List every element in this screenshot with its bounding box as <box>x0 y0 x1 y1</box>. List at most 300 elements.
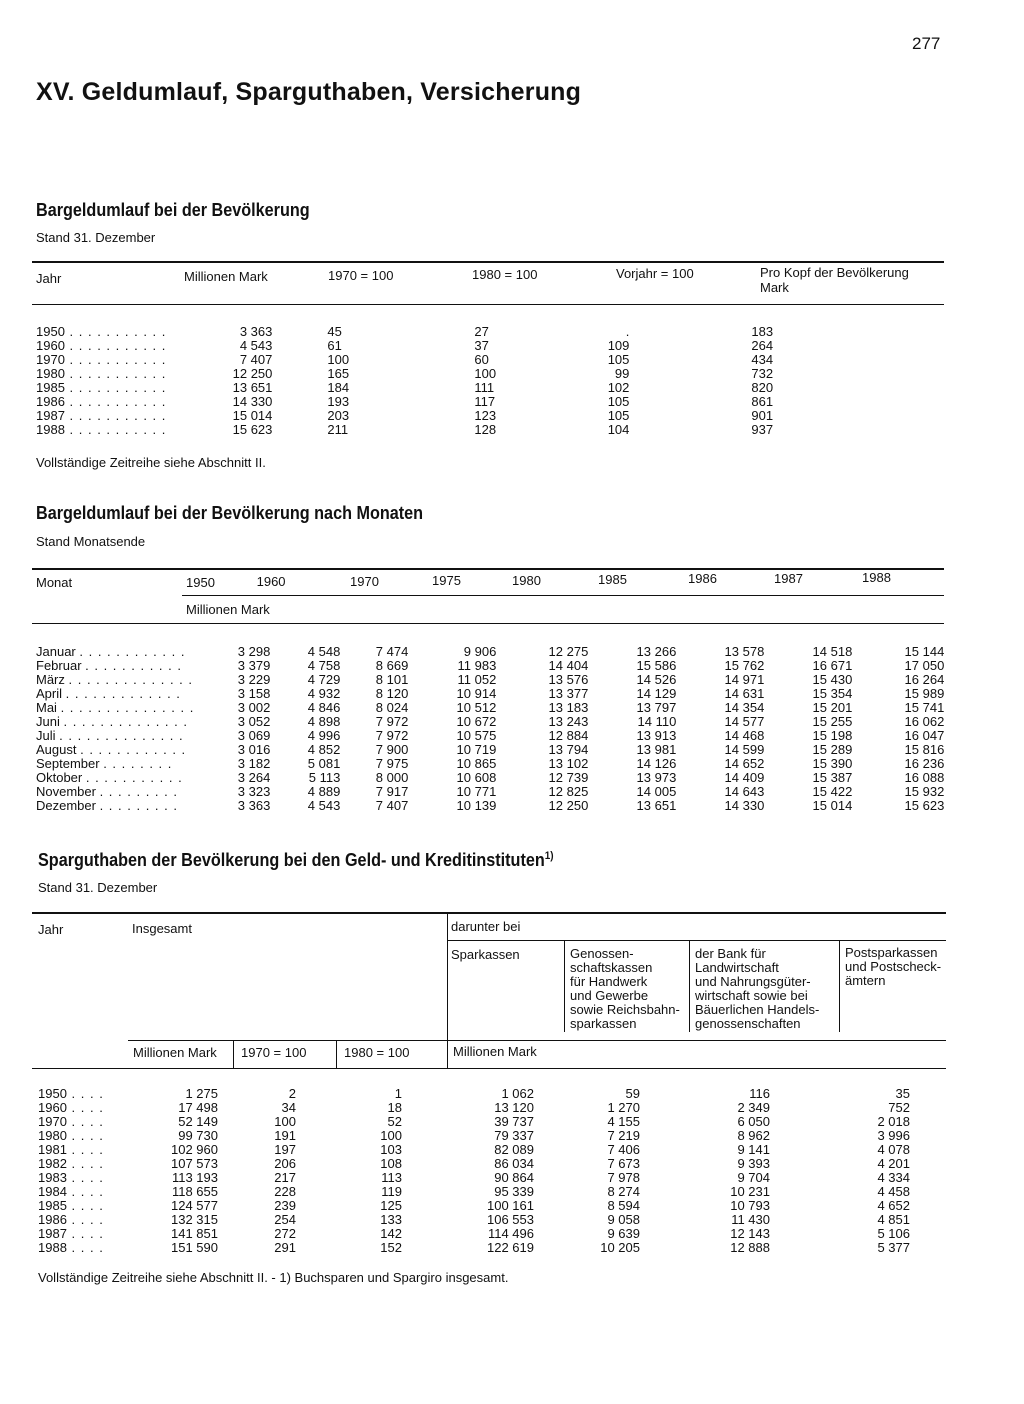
month-label: Juli <box>36 728 60 743</box>
table3-title-text: Sparguthaben der Bevölkerung bei den Geld- und Kreditinstituten <box>38 850 545 870</box>
sparkassen-cell: 13 120 <box>494 1100 534 1115</box>
value-cell: 11 983 <box>457 658 497 673</box>
value-cell: 14 577 <box>724 714 765 729</box>
prev-year-cell: 102 <box>607 380 630 395</box>
table-row <box>36 339 811 353</box>
month-label: Mai <box>36 700 61 715</box>
month-cell <box>36 701 194 715</box>
value-cell: 4 548 <box>307 644 341 659</box>
value-cell: 14 110 <box>637 714 677 729</box>
index1980-cell: 37 <box>474 338 489 353</box>
table1-header-millions: Millionen Mark <box>184 269 268 284</box>
bank-cell: 2 349 <box>737 1100 770 1115</box>
genossen-cell: 9 058 <box>607 1212 640 1227</box>
millions-cell: 3 363 <box>239 324 273 339</box>
bank-cell: 10 793 <box>730 1198 770 1213</box>
prev-year-cell: 105 <box>607 352 630 367</box>
leader-dots: . . . . . . . . . . . <box>85 770 183 785</box>
genossen-cell: 9 639 <box>607 1226 640 1241</box>
value-cell: 13 576 <box>548 672 589 687</box>
sparkassen-cell: 39 737 <box>494 1114 534 1129</box>
spacer <box>629 423 751 437</box>
value-cell: 3 052 <box>237 714 271 729</box>
leader-dots: . . . . . . . . . . . . . <box>65 686 181 701</box>
value-cell: 3 379 <box>237 658 271 673</box>
value-cell: 7 972 <box>375 714 409 729</box>
post-cell: 4 851 <box>877 1212 910 1227</box>
leader-dots: . . . . . . . . . . . . . . . <box>60 700 195 715</box>
value-cell: 15 014 <box>812 798 853 813</box>
prev-year-cell: . <box>625 324 630 339</box>
genossen-cell: 7 673 <box>607 1156 640 1171</box>
index1970-cell: 254 <box>274 1212 296 1227</box>
table-row <box>38 1157 910 1171</box>
table3-header-bank-line: Bäuerlichen Handels- <box>695 1002 820 1017</box>
year-cell <box>38 1087 116 1101</box>
table3-col-divider <box>689 940 690 1032</box>
post-cell: 4 078 <box>877 1142 910 1157</box>
value-cell: 3 323 <box>237 784 271 799</box>
index1970-cell: 165 <box>327 366 350 381</box>
chapter-title: XV. Geldumlauf, Sparguthaben, Versicherung <box>36 78 582 106</box>
leader-dots: . . . . . . . . . <box>99 798 178 813</box>
table-row <box>36 715 944 729</box>
index1970-cell: 191 <box>274 1128 296 1143</box>
year-label: 1984 <box>38 1184 67 1199</box>
value-cell: 16 671 <box>812 658 853 673</box>
post-cell: 3 996 <box>877 1128 910 1143</box>
table-row <box>36 771 944 785</box>
value-cell: 14 354 <box>724 700 765 715</box>
index1970-cell: 217 <box>274 1170 296 1185</box>
table3-header-unit-millions2: Millionen Mark <box>453 1044 537 1059</box>
spacer <box>534 381 589 395</box>
month-label: September <box>36 756 104 771</box>
value-cell: 4 846 <box>307 700 341 715</box>
leader-dots: . . . . <box>66 1156 104 1171</box>
table-row <box>38 1101 910 1115</box>
value-cell: 15 201 <box>812 700 853 715</box>
value-cell: 7 900 <box>375 742 409 757</box>
value-cell: 4 898 <box>307 714 341 729</box>
table3-title-footnote: 1) <box>544 850 554 862</box>
value-cell: 3 264 <box>237 770 271 785</box>
table3-header-bank-line: und Nahrungsgüter- <box>695 974 811 989</box>
value-cell: 16 236 <box>904 756 945 771</box>
year-cell <box>36 423 166 437</box>
spacer <box>387 381 474 395</box>
year-label: 1980 <box>38 1128 67 1143</box>
spacer <box>387 353 474 367</box>
year-cell <box>38 1199 116 1213</box>
table-row <box>36 673 944 687</box>
millions-cell: 15 623 <box>232 422 273 437</box>
month-label: Juni <box>36 714 64 729</box>
table-row <box>36 743 944 757</box>
table3-header-of-which: darunter bei <box>451 919 521 934</box>
table3-header-index1980: 1980 = 100 <box>344 1045 410 1060</box>
bank-cell: 9 704 <box>737 1170 770 1185</box>
year-header: 1985 <box>598 572 627 587</box>
prev-year-cell: 99 <box>614 366 630 381</box>
year-header: 1950 <box>186 575 215 590</box>
year-cell <box>38 1185 116 1199</box>
leader-dots: . . . . <box>66 1100 104 1115</box>
year-label: 1985 <box>38 1198 67 1213</box>
table3-body <box>38 1087 910 1255</box>
table1-header-per-capita-unit: Mark <box>760 280 789 295</box>
table2-subtitle: Stand Monatsende <box>36 534 146 549</box>
index1980-cell: 60 <box>474 352 489 367</box>
total-cell: 113 193 <box>171 1170 218 1185</box>
index1980-cell: 108 <box>380 1156 402 1171</box>
table-row <box>38 1171 910 1185</box>
value-cell: 15 422 <box>812 784 853 799</box>
value-cell: 15 430 <box>812 672 853 687</box>
leader-dots: . . . . . . . . . . . <box>85 658 182 673</box>
spacer <box>387 423 474 437</box>
spacer <box>387 325 474 339</box>
genossen-cell: 4 155 <box>607 1114 640 1129</box>
year-label: 1970 <box>36 352 65 367</box>
per-capita-cell: 901 <box>751 408 774 423</box>
value-cell: 15 741 <box>904 700 945 715</box>
value-cell: 14 126 <box>636 756 677 771</box>
bank-cell: 11 430 <box>731 1212 770 1227</box>
value-cell: 15 354 <box>812 686 853 701</box>
table3-header-genossen-line: sowie Reichsbahn- <box>570 1002 680 1017</box>
table3-header-genossen-line: schaftskassen <box>570 960 653 975</box>
table3-col-divider <box>233 1040 234 1068</box>
value-cell: 14 526 <box>636 672 677 687</box>
year-label: 1985 <box>36 380 65 395</box>
value-cell: 15 390 <box>812 756 853 771</box>
month-label: November <box>36 784 100 799</box>
leader-dots: . . . . <box>66 1240 104 1255</box>
value-cell: 13 377 <box>548 686 589 701</box>
millions-cell: 12 250 <box>232 366 273 381</box>
index1970-cell: 61 <box>327 338 342 353</box>
value-cell: 4 543 <box>307 798 341 813</box>
table-row <box>36 687 944 701</box>
index1980-cell: 123 <box>474 408 497 423</box>
spacer <box>272 409 327 423</box>
leader-dots: . . . . . . . . . . . . <box>79 644 186 659</box>
bank-cell: 9 141 <box>737 1142 770 1157</box>
total-cell: 1 275 <box>185 1086 218 1101</box>
index1970-cell: 34 <box>281 1100 296 1115</box>
value-cell: 13 973 <box>636 770 677 785</box>
value-cell: 3 069 <box>237 728 271 743</box>
year-cell <box>36 367 166 381</box>
sparkassen-cell: 100 161 <box>487 1198 534 1213</box>
value-cell: 13 578 <box>724 644 765 659</box>
table3-header-bank-line: der Bank für <box>695 946 766 961</box>
value-cell: 17 050 <box>904 658 945 673</box>
total-cell: 17 498 <box>178 1100 218 1115</box>
year-header: 1988 <box>862 570 891 585</box>
month-cell <box>36 799 194 813</box>
index1970-cell: 239 <box>274 1198 296 1213</box>
value-cell: 12 739 <box>548 770 589 785</box>
value-cell: 10 865 <box>456 756 497 771</box>
table3-col-divider <box>447 912 448 1068</box>
table3-header-post-line: Postsparkassen <box>845 945 938 960</box>
table1-header-prev-year: Vorjahr = 100 <box>616 266 694 281</box>
table2-header-rule <box>32 623 944 624</box>
spacer <box>629 325 751 339</box>
year-cell <box>38 1227 116 1241</box>
leader-dots: . . . . <box>66 1114 104 1129</box>
table-row <box>38 1087 910 1101</box>
value-cell: 12 250 <box>548 798 589 813</box>
value-cell: 15 255 <box>812 714 853 729</box>
table3-header-sparkassen: Sparkassen <box>451 947 520 962</box>
index1980-cell: 100 <box>380 1128 402 1143</box>
value-cell: 3 182 <box>237 756 271 771</box>
index1970-cell: 100 <box>327 352 350 367</box>
table3-col-divider <box>839 940 840 1032</box>
table3-header-year: Jahr <box>38 922 64 937</box>
total-cell: 52 149 <box>178 1114 218 1129</box>
table1-header-index1970: 1970 = 100 <box>328 268 394 283</box>
value-cell: 7 917 <box>375 784 409 799</box>
spacer <box>272 381 327 395</box>
value-cell: 14 599 <box>724 742 765 757</box>
leader-dots: . . . . . . . . . . . . . . <box>68 672 194 687</box>
sparkassen-cell: 114 496 <box>487 1226 534 1241</box>
table-row <box>38 1199 910 1213</box>
value-cell: 3 002 <box>237 700 271 715</box>
year-label: 1970 <box>38 1114 67 1129</box>
total-cell: 107 573 <box>171 1156 218 1171</box>
value-cell: 3 298 <box>237 644 271 659</box>
index1980-cell: 119 <box>381 1184 402 1199</box>
year-cell <box>38 1213 116 1227</box>
value-cell: 13 102 <box>548 756 589 771</box>
index1980-cell: 103 <box>380 1142 402 1157</box>
value-cell: 8 120 <box>375 686 409 701</box>
post-cell: 5 106 <box>877 1226 910 1241</box>
sparkassen-cell: 122 619 <box>487 1240 534 1255</box>
value-cell: 13 794 <box>548 742 589 757</box>
value-cell: 14 518 <box>812 644 853 659</box>
table-row <box>36 785 944 799</box>
bank-cell: 6 050 <box>737 1114 770 1129</box>
month-cell <box>36 743 194 757</box>
month-label: April <box>36 686 66 701</box>
table-row <box>36 423 811 437</box>
index1970-cell: 203 <box>327 408 350 423</box>
spacer <box>534 339 589 353</box>
table-row <box>36 409 811 423</box>
year-cell <box>36 381 166 395</box>
leader-dots: . . . . <box>66 1198 104 1213</box>
year-label: 1987 <box>38 1226 67 1241</box>
total-cell: 132 315 <box>171 1212 218 1227</box>
millions-cell: 15 014 <box>232 408 273 423</box>
leader-dots: . . . . <box>66 1212 104 1227</box>
table3-header-bank-line: wirtschaft sowie bei <box>695 988 808 1003</box>
year-label: 1988 <box>38 1240 67 1255</box>
table3-header-genossen <box>570 947 680 1031</box>
table3-col-divider <box>564 940 565 1032</box>
index1970-cell: 2 <box>288 1086 296 1101</box>
per-capita-cell: 434 <box>751 352 774 367</box>
leader-dots: . . . . . . . . . . . <box>64 408 167 423</box>
month-cell <box>36 729 194 743</box>
leader-dots: . . . . . . . . . . . <box>64 324 167 339</box>
table3-header-index1970: 1970 = 100 <box>241 1045 307 1060</box>
leader-dots: . . . . . . . . . . . . . . <box>59 728 184 743</box>
value-cell: 10 719 <box>456 742 497 757</box>
index1970-cell: 100 <box>274 1114 296 1129</box>
value-cell: 14 404 <box>548 658 589 673</box>
year-label: 1950 <box>38 1086 67 1101</box>
year-header: 1980 <box>512 573 541 588</box>
spacer <box>629 353 751 367</box>
value-cell: 15 623 <box>904 798 945 813</box>
sparkassen-cell: 79 337 <box>494 1128 534 1143</box>
genossen-cell: 7 978 <box>607 1170 640 1185</box>
bank-cell: 10 231 <box>730 1184 770 1199</box>
millions-cell: 7 407 <box>239 352 273 367</box>
table3-header-genossen-line: und Gewerbe <box>570 988 649 1003</box>
leader-dots: . . . . . . . . . . . . <box>80 742 187 757</box>
year-label: 1987 <box>36 408 65 423</box>
year-cell <box>36 409 166 423</box>
table1-subtitle: Stand 31. Dezember <box>36 230 156 245</box>
bank-cell: 9 393 <box>737 1156 770 1171</box>
year-cell <box>38 1157 116 1171</box>
spacer <box>534 395 589 409</box>
table-row <box>36 353 811 367</box>
bank-cell: 116 <box>749 1086 770 1101</box>
table3-header-post-line: und Postscheck- <box>845 959 942 974</box>
value-cell: 10 771 <box>456 784 497 799</box>
value-cell: 10 139 <box>456 798 497 813</box>
year-cell <box>38 1115 116 1129</box>
year-cell <box>36 339 166 353</box>
index1980-cell: 133 <box>380 1212 402 1227</box>
table3-subtitle: Stand 31. Dezember <box>38 880 158 895</box>
spacer <box>272 353 327 367</box>
month-cell <box>36 645 194 659</box>
month-label: Januar <box>36 644 80 659</box>
value-cell: 5 113 <box>308 770 341 785</box>
table1-body <box>36 325 811 437</box>
bank-cell: 12 888 <box>730 1240 770 1255</box>
total-cell: 151 590 <box>171 1240 218 1255</box>
spacer <box>272 395 327 409</box>
year-header: 1987 <box>774 571 803 586</box>
month-label: Oktober <box>36 770 86 785</box>
index1970-cell: 272 <box>274 1226 296 1241</box>
value-cell: 4 889 <box>307 784 341 799</box>
table3-header-genossen-line: Genossen- <box>570 946 634 961</box>
month-cell <box>36 785 194 799</box>
spacer <box>387 339 474 353</box>
index1980-cell: 111 <box>474 380 495 395</box>
year-label: 1986 <box>36 394 65 409</box>
year-cell <box>36 395 166 409</box>
post-cell: 4 458 <box>877 1184 910 1199</box>
year-label: 1960 <box>36 338 65 353</box>
bank-cell: 12 143 <box>730 1226 770 1241</box>
value-cell: 12 825 <box>548 784 589 799</box>
index1980-cell: 52 <box>387 1114 402 1129</box>
genossen-cell: 8 594 <box>607 1198 640 1213</box>
value-cell: 14 971 <box>724 672 765 687</box>
table3-header-genossen-line: für Handwerk <box>570 974 648 989</box>
millions-cell: 14 330 <box>232 394 273 409</box>
leader-dots: . . . . <box>66 1184 104 1199</box>
sparkassen-cell: 95 339 <box>494 1184 534 1199</box>
leader-dots: . . . . <box>66 1170 104 1185</box>
post-cell: 35 <box>895 1086 910 1101</box>
value-cell: 8 024 <box>375 700 409 715</box>
month-label: Februar <box>36 658 86 673</box>
index1980-cell: 1 <box>394 1086 402 1101</box>
spacer <box>534 423 589 437</box>
leader-dots: . . . . . . . . <box>103 756 173 771</box>
value-cell: 7 407 <box>375 798 409 813</box>
table2-body <box>36 645 944 813</box>
table-row <box>36 799 944 813</box>
year-label: 1982 <box>38 1156 67 1171</box>
table-row <box>38 1185 910 1199</box>
index1970-cell: 193 <box>327 394 350 409</box>
leader-dots: . . . . <box>66 1128 104 1143</box>
genossen-cell: 8 274 <box>607 1184 640 1199</box>
value-cell: 15 816 <box>904 742 945 757</box>
table1-top-rule <box>32 261 944 263</box>
month-label: März <box>36 672 69 687</box>
per-capita-cell: 732 <box>751 366 774 381</box>
table-row <box>36 659 944 673</box>
index1970-cell: 206 <box>274 1156 296 1171</box>
table2-top-rule <box>32 568 944 570</box>
year-label: 1981 <box>38 1142 67 1157</box>
post-cell: 4 652 <box>877 1198 910 1213</box>
table-row <box>38 1115 910 1129</box>
prev-year-cell: 109 <box>607 338 630 353</box>
year-cell <box>36 325 166 339</box>
value-cell: 3 158 <box>237 686 271 701</box>
table1-header-per-capita: Pro Kopf der Bevölkerung <box>760 265 909 280</box>
value-cell: 3 229 <box>237 672 271 687</box>
month-label: Dezember <box>36 798 100 813</box>
year-label: 1980 <box>36 366 65 381</box>
value-cell: 14 409 <box>724 770 765 785</box>
value-cell: 15 289 <box>812 742 853 757</box>
post-cell: 4 334 <box>877 1170 910 1185</box>
value-cell: 7 975 <box>375 756 409 771</box>
leader-dots: . . . . . . . . . . . <box>64 380 167 395</box>
index1980-cell: 125 <box>380 1198 402 1213</box>
value-cell: 14 005 <box>636 784 677 799</box>
per-capita-cell: 861 <box>751 394 774 409</box>
value-cell: 13 913 <box>636 728 677 743</box>
table3-subheader-rule <box>447 940 946 941</box>
value-cell: 15 144 <box>904 644 945 659</box>
index1970-cell: 228 <box>274 1184 296 1199</box>
value-cell: 4 996 <box>307 728 341 743</box>
spacer <box>534 325 589 339</box>
post-cell: 4 201 <box>877 1156 910 1171</box>
index1970-cell: 184 <box>327 380 350 395</box>
per-capita-cell: 264 <box>751 338 774 353</box>
